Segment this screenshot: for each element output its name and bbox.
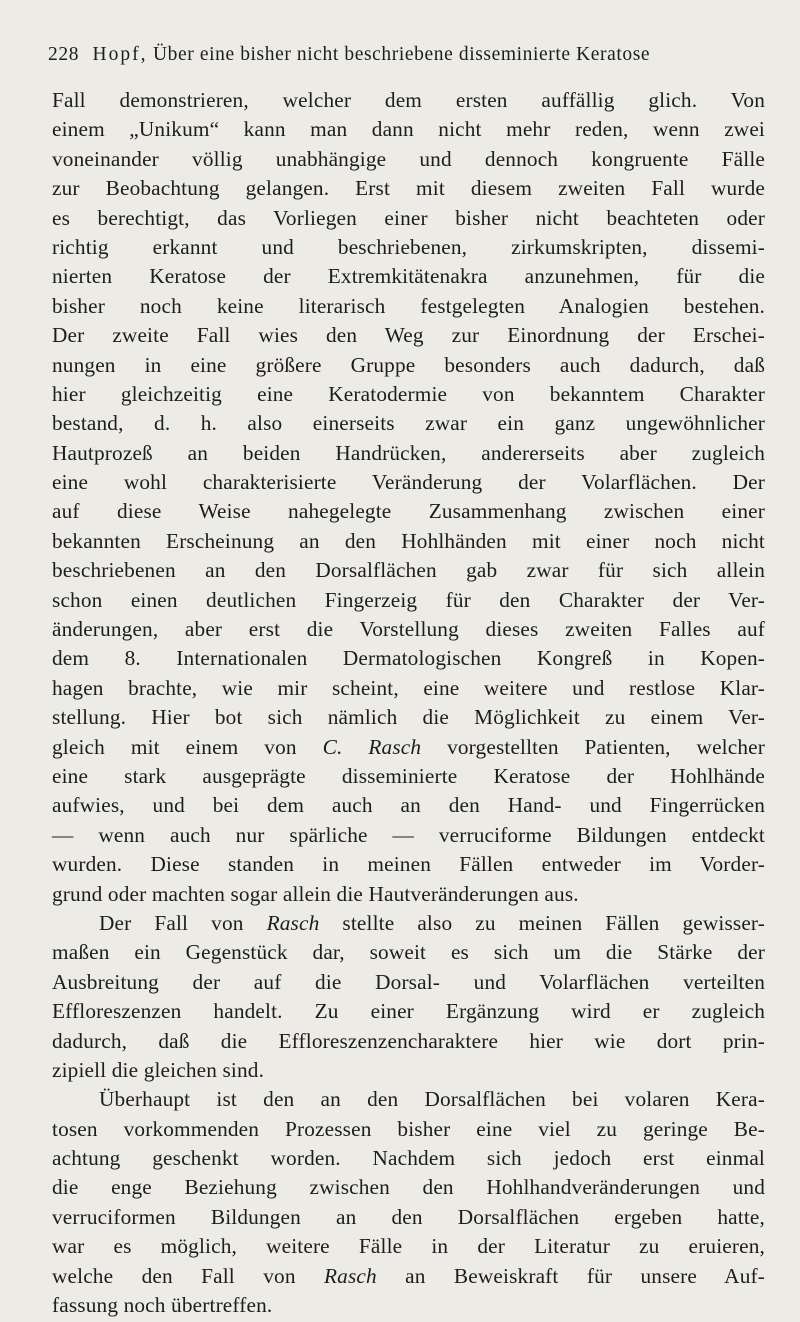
text-line: einem „Unikum“ kann man dann nicht mehr reden, wenn zwei [52, 117, 765, 142]
header-author: Hopf, [92, 44, 148, 65]
text-line: beschriebenen an den Dorsalflächen gab zwar für sich allein [52, 558, 765, 583]
text-line: Überhaupt ist den an den Dorsalflächen bei volaren Kera- [99, 1087, 765, 1112]
text-line: tosen vorkommenden Prozessen bisher eine viel zu geringe Be- [52, 1116, 765, 1141]
text-segment: gleich mit einem von [52, 734, 323, 759]
text-line [52, 733, 765, 762]
text-line: maßen ein Gegenstück dar, soweit es sich um die Stärke der [52, 940, 765, 965]
text-line: nungen in eine größere Gruppe besonders auch dadurch, daß [52, 352, 765, 377]
text-line: Effloreszenzen handelt. Zu einer Ergänzung wird er zugleich [52, 999, 765, 1024]
text-line: hier gleichzeitig eine Keratodermie von bekanntem Charakter [52, 381, 765, 406]
text-line: Ausbreitung der auf die Dorsal- und Volarflächen verteilten [52, 969, 765, 994]
text-line: wurden. Diese standen in meinen Fällen entweder im Vorder- [52, 852, 765, 877]
text-segment: an Beweiskraft für unsere Auf- [376, 1263, 765, 1288]
cited-name: Rasch [266, 910, 320, 935]
text-line [52, 909, 765, 938]
text-line: die enge Beziehung zwischen den Hohlhandveränderungen und [52, 1175, 765, 1200]
text-line: bisher noch keine literarisch festgelegten Analogien bestehen. [52, 293, 765, 318]
text-line [52, 1262, 765, 1291]
text-line: bestand, d. h. also einerseits zwar ein ganz ungewöhnlicher [52, 411, 765, 436]
text-line: verruciformen Bildungen an den Dorsalflächen ergeben hatte, [52, 1204, 765, 1229]
text-line: aufwies, und bei dem auch an den Hand- und Fingerrücken [52, 793, 765, 818]
text-line: dem 8. Internationalen Dermatologischen Kongreß in Kopen- [52, 646, 765, 671]
text-segment: Der Fall von [99, 910, 267, 935]
text-line: änderungen, aber erst die Vorstellung dieses zweiten Falles auf [52, 617, 765, 642]
page-number: 228 [48, 44, 80, 65]
text-line: war es möglich, weitere Fälle in der Literatur zu eruieren, [52, 1234, 765, 1259]
text-line: achtung geschenkt worden. Nachdem sich jedoch erst einmal [52, 1146, 765, 1171]
text-segment: stellte also zu meinen Fällen gewisser- [319, 910, 765, 935]
text-segment: vorgestellten Patienten, welcher [421, 734, 765, 759]
text-line: bekannten Erscheinung an den Hohlhänden mit einer noch nicht [52, 528, 765, 553]
text-line: Fall demonstrieren, welcher dem ersten auffällig glich. Von [52, 88, 765, 112]
text-line: eine stark ausgeprägte disseminierte Keratose der Hohlhände [52, 763, 765, 788]
cited-name: C. Rasch [322, 734, 422, 759]
running-header [48, 44, 700, 66]
text-line: eine wohl charakterisierte Veränderung der Volarflächen. Der [52, 470, 765, 495]
cited-name: Rasch [324, 1263, 377, 1288]
text-line: hagen brachte, wie mir scheint, eine weitere und restlose Klar- [52, 675, 765, 700]
text-line: richtig erkannt und beschriebenen, zirkumskripten, dissemi- [52, 234, 765, 259]
header-title: Über eine bisher nicht beschriebene disseminierte Keratose [152, 44, 651, 65]
text-line: schon einen deutlichen Fingerzeig für den Charakter der Ver- [52, 587, 765, 612]
text-line: nierten Keratose der Extremkitätenakra anzunehmen, für die [52, 264, 765, 289]
text-line: stellung. Hier bot sich nämlich die Möglichkeit zu einem Ver- [52, 705, 765, 730]
text-line: Der zweite Fall wies den Weg zur Einordnung der Erschei- [52, 323, 765, 348]
text-line: voneinander völlig unabhängige und dennoch kongruente Fälle [52, 146, 765, 171]
text-line: auf diese Weise nahegelegte Zusammenhang zwischen einer [52, 499, 765, 524]
text-line: grund oder machten sogar allein die Hautveränderungen aus. [52, 881, 579, 906]
text-line: zur Beobachtung gelangen. Erst mit diesem zweiten Fall wurde [52, 176, 765, 201]
body-text [52, 86, 765, 1320]
text-segment: welche den Fall von [52, 1263, 324, 1288]
text-line: — wenn auch nur spärliche — verruciforme Bildungen entdeckt [52, 822, 765, 847]
text-line: fassung noch übertreffen. [52, 1293, 273, 1318]
text-line: es berechtigt, das Vorliegen einer bisher nicht beachteten oder [52, 205, 765, 230]
text-line: zipiell die gleichen sind. [52, 1057, 265, 1082]
text-line: dadurch, daß die Effloreszenzencharaktere hier wie dort prin- [52, 1028, 765, 1053]
text-line: Hautprozeß an beiden Handrücken, andererseits aber zugleich [52, 440, 765, 465]
